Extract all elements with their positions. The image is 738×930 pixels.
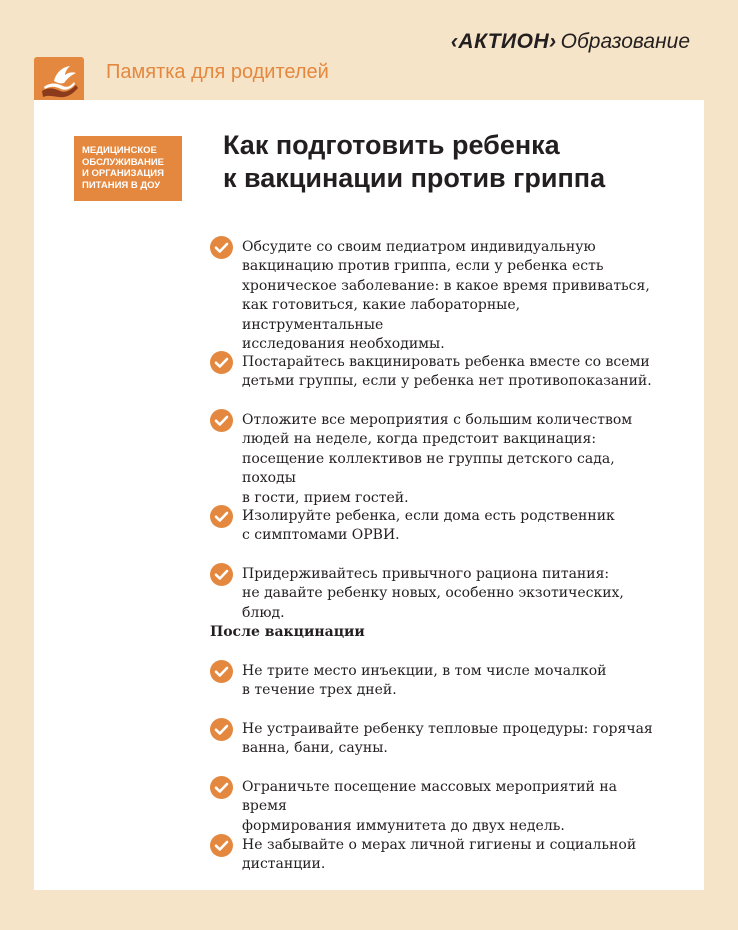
check-icon — [210, 776, 233, 799]
list-item-text: Придерживайтесь привычного рациона питания: не давайте ребенку новых, особенно экзотических, блюд. — [242, 566, 624, 621]
check-icon — [210, 718, 233, 741]
check-icon — [210, 505, 233, 528]
check-icon — [210, 834, 233, 857]
check-icon — [210, 660, 233, 683]
content-card — [34, 100, 704, 890]
section-heading: После вакцинации — [210, 624, 365, 640]
memo-label: Памятка для родителей — [106, 61, 329, 83]
page-title: Как подготовить ребенка к вакцинации против гриппа — [223, 130, 606, 193]
list-item-text: Изолируйте ребенка, если дома есть родственник с симптомами ОРВИ. — [242, 508, 615, 544]
list-item-text: Отложите все мероприятия с большим количеством людей на неделе, когда предстоит вакцинация: посещение коллективов не группы детского сада, походы в гости, прием гостей. — [242, 412, 633, 506]
list-item-text: Не устраивайте ребенку тепловые процедуры: горячая ванна, бани, сауны. — [242, 721, 653, 757]
check-icon — [210, 563, 233, 586]
brand-subtitle: Образование — [560, 30, 690, 53]
list-item-text: Обсудите со своим педиатром индивидуальную вакцинацию против гриппа, если у ребенка есть хроническое заболевание: в какое время прививаться, как готовиться, какие лабораторные, инструментальные исследования необходимы. — [242, 239, 650, 353]
check-icon — [210, 236, 233, 259]
list-item-text: Ограничьте посещение массовых мероприятий на время формирования иммунитета до двух недель. — [242, 779, 617, 834]
category-tag: МЕДИЦИНСКОЕ ОБСЛУЖИВАНИЕ И ОРГАНИЗАЦИЯ ПИТАНИЯ В ДОУ — [74, 136, 182, 201]
brand-name: ‹АКТИОН› — [450, 30, 557, 53]
list-item-text: Не забывайте о мерах личной гигиены и социальной дистанции. — [242, 837, 637, 873]
brand-logo — [451, 30, 690, 54]
list-item-text: Не трите место инъекции, в том числе мочалкой в течение трех дней. — [242, 663, 607, 699]
check-icon — [210, 409, 233, 432]
list-item-text: Постарайтесь вакцинировать ребенка вместе со всеми детьми группы, если у ребенка нет противопоказаний. — [242, 354, 652, 390]
check-icon — [210, 351, 233, 374]
